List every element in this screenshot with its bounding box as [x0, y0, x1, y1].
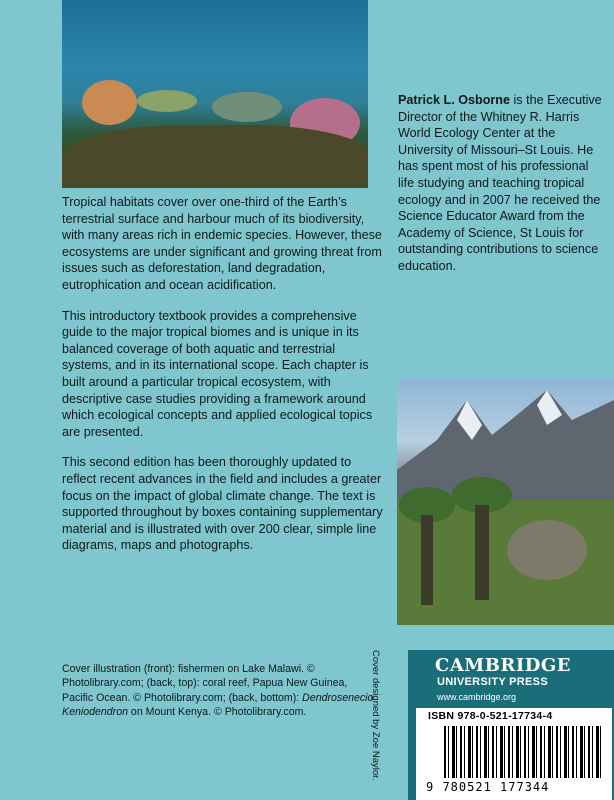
designer-credit: Cover designed by Zoe Naylor.: [370, 650, 381, 781]
credit-text: on Mount Kenya. © Photolibrary.com.: [127, 706, 307, 719]
coral-formation: [212, 92, 282, 122]
barcode-box: [416, 708, 612, 800]
author-name: Patrick L. Osborne: [398, 93, 510, 107]
barcode-icon: [444, 726, 604, 778]
author-bio: [398, 92, 604, 275]
mountain-illustration: [397, 380, 614, 625]
description-paragraph: Tropical habitats cover over one-third of the Earth’s terrestrial surface and harbour much of its biodiversity, with many areas rich in endemic species. However, these ecosystems are under significant and growing threat from issues such as deforestation, land degradation, eutrophication and ocean acidification.: [62, 195, 382, 292]
description: [62, 194, 384, 568]
coral-formation: [137, 90, 197, 112]
credit-text: Cover illustration (front): fishermen on Lake Malawi. © Photolibrary.com; (back, top): coral reef, Papua New Guinea, Pacific Ocean. © Photolibrary.com; (back, bottom):: [62, 663, 348, 704]
description-paragraph: This introductory textbook provides a comprehensive guide to the major tropical biomes and is unique in its balanced coverage of both aquatic and terrestrial systems, and in its international scope. Each chapter is built around a particular tropical ecosystem, with descriptive case studies providing a framework around which ecological concepts and applied ecological topics are presented.: [62, 308, 373, 439]
species-name: Dendrosenecio Keniodendron: [62, 691, 374, 719]
description-paragraph: This second edition has been thoroughly updated to reflect recent advances in the field and includes a greater focus on the impact of global climate change. The text is supported throughout by boxes containing supplementary material and is illustrated with over 200 clear, simple line diagrams, maps and photographs.: [62, 455, 383, 553]
barcode-number: 9 780521 177344: [426, 780, 550, 794]
coral-reef-photo: [62, 0, 368, 188]
isbn: ISBN 978-0-521-17734-4: [428, 710, 553, 722]
publisher-block: [408, 650, 614, 800]
author-bio-text: is the Executive Director of the Whitney R. Harris World Ecology Center at the University of Missouri–St Louis. He has spent most of his professional life studying and teaching tropical ecology and in 2007 he received the Science Educator Award from the Academy of Science, St Louis for outstanding contributions to science education.: [398, 93, 602, 273]
mount-kenya-photo: [397, 380, 614, 625]
publisher-name: CAMBRIDGE: [435, 655, 572, 676]
publisher-url: www.cambridge.org: [437, 692, 517, 702]
coral-formation: [82, 80, 137, 125]
cover-illustration-credit: [62, 662, 380, 720]
coral-formation: [62, 125, 368, 188]
publisher-press: UNIVERSITY PRESS: [437, 676, 548, 688]
